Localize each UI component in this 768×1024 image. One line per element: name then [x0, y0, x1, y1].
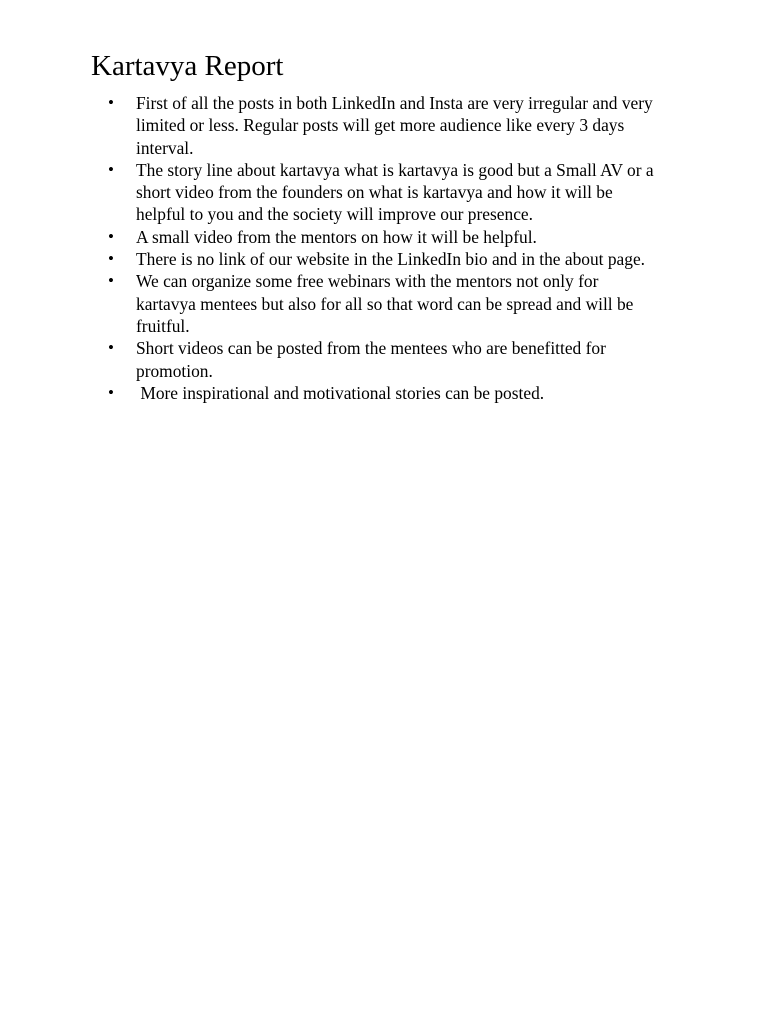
list-item-text: We can organize some free webinars with the mentors not only for kartavya mentees but also for all so that word can be spread and will be fruitful.	[136, 271, 634, 336]
list-item-text: Short videos can be posted from the mentees who are benefitted for promotion.	[136, 338, 606, 381]
list-item	[108, 270, 656, 337]
list-item	[108, 248, 656, 270]
bullet-icon: •	[108, 249, 114, 269]
bullet-icon: •	[108, 382, 114, 402]
list-item	[108, 337, 656, 382]
list-item	[108, 159, 656, 226]
bullet-icon: •	[108, 93, 114, 112]
bullet-icon: •	[108, 338, 114, 358]
bullet-icon: •	[108, 226, 114, 246]
document-title: Kartavya Report	[91, 50, 284, 82]
list-item	[108, 226, 656, 248]
list-item-text: A small video from the mentors on how it will be helpful.	[136, 226, 537, 247]
list-item	[108, 382, 656, 404]
list-item-text: The story line about kartavya what is kartavya is good but a Small AV or a short video from the founders on what is kartavya and how it will be helpful to you and the society will improve our presence.	[136, 159, 654, 225]
list-item	[108, 92, 656, 159]
list-item-text: First of all the posts in both LinkedIn and Insta are very irregular and very limited or less. Regular posts will get more audience like every 3 days interval.	[136, 93, 653, 158]
list-item-text: More inspirational and motivational stories can be posted.	[136, 382, 545, 403]
bullet-list	[108, 92, 656, 404]
bullet-icon: •	[108, 271, 114, 291]
bullet-icon: •	[108, 159, 114, 179]
list-item-text: There is no link of our website in the LinkedIn bio and in the about page.	[136, 249, 646, 270]
